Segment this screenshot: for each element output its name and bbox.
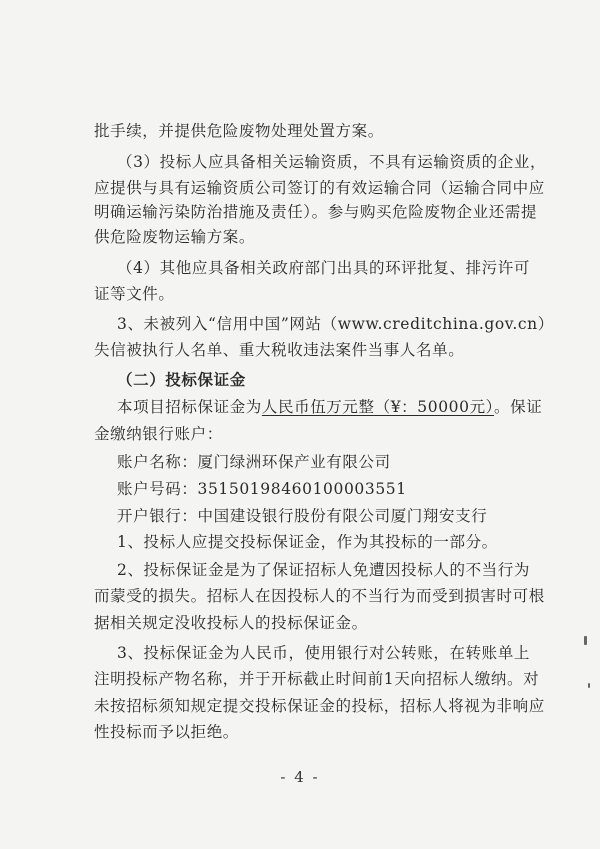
page-number: - 4 - bbox=[280, 768, 320, 786]
body-text-line: 供危险废物运输方案。 bbox=[94, 228, 256, 247]
bond-amount-outro: 。保证 bbox=[494, 398, 543, 417]
bond-item-1-line: 1、投标人应提交投标保证金，作为其投标的一部分。 bbox=[117, 533, 498, 552]
body-text-line: 应提供与具有运输资质公司签订的有效运输合同（运输合同中应 bbox=[94, 178, 545, 197]
body-text-line: 失信被执行人名单、重大税收违法案件当事人名单。 bbox=[94, 340, 465, 359]
bond-amount: 人民币伍万元整（¥：50000元） bbox=[261, 398, 495, 417]
account-number-line: 账户号码：35150198460100003551 bbox=[117, 480, 407, 499]
bank-name-line: 开户银行：中国建设银行股份有限公司厦门翔安支行 bbox=[117, 506, 488, 525]
body-text-line: 金缴纳银行账户： bbox=[94, 424, 223, 443]
body-text-line: 未按招标须知规定提交投标保证金的投标，招标人将视为非响应 bbox=[94, 696, 545, 715]
bond-item-3-line: 3、投标保证金为人民币，使用银行对公转账，在转账单上 bbox=[117, 644, 530, 663]
clause-4-line: （4）其他应具备相关政府部门出具的环评批复、排污许可 bbox=[117, 259, 530, 278]
account-name-line: 账户名称：厦门绿洲环保产业有限公司 bbox=[117, 453, 391, 472]
bond-item-2-line: 2、投标保证金是为了保证招标人免遭因投标人的不当行为 bbox=[117, 561, 530, 580]
scan-artifact-mark bbox=[584, 636, 587, 645]
item-3-line: 3、未被列入“信用中国”网站（www.creditchina.gov.cn） bbox=[117, 315, 554, 334]
body-text-line: 批手续，并提供危险废物处理处置方案。 bbox=[94, 122, 384, 140]
body-text-line: 明确运输污染防治措施及责任）。参与购买危险废物企业还需提 bbox=[94, 203, 538, 222]
section-heading-bid-bond: （二）投标保证金 bbox=[117, 370, 246, 390]
body-text-line: 而蒙受的损失。招标人在因投标人的不当行为而受到损害时可根 bbox=[94, 587, 545, 606]
body-text-line: 注明投标产物名称，并于开标截止时间前1天向招标人缴纳。对 bbox=[94, 670, 540, 689]
scan-artifact-mark bbox=[588, 683, 590, 688]
clause-3-line: （3）投标人应具备相关运输资质，不具有运输资质的企业， bbox=[117, 153, 547, 172]
bond-amount-intro: 本项目招标保证金为 bbox=[117, 398, 262, 417]
body-text-line: 据相关规定没收投标人的投标保证金。 bbox=[94, 613, 368, 632]
bond-amount-line bbox=[117, 397, 543, 417]
body-text-line: 证等文件。 bbox=[94, 284, 175, 303]
body-text-line: 性投标而予以拒绝。 bbox=[94, 723, 239, 741]
